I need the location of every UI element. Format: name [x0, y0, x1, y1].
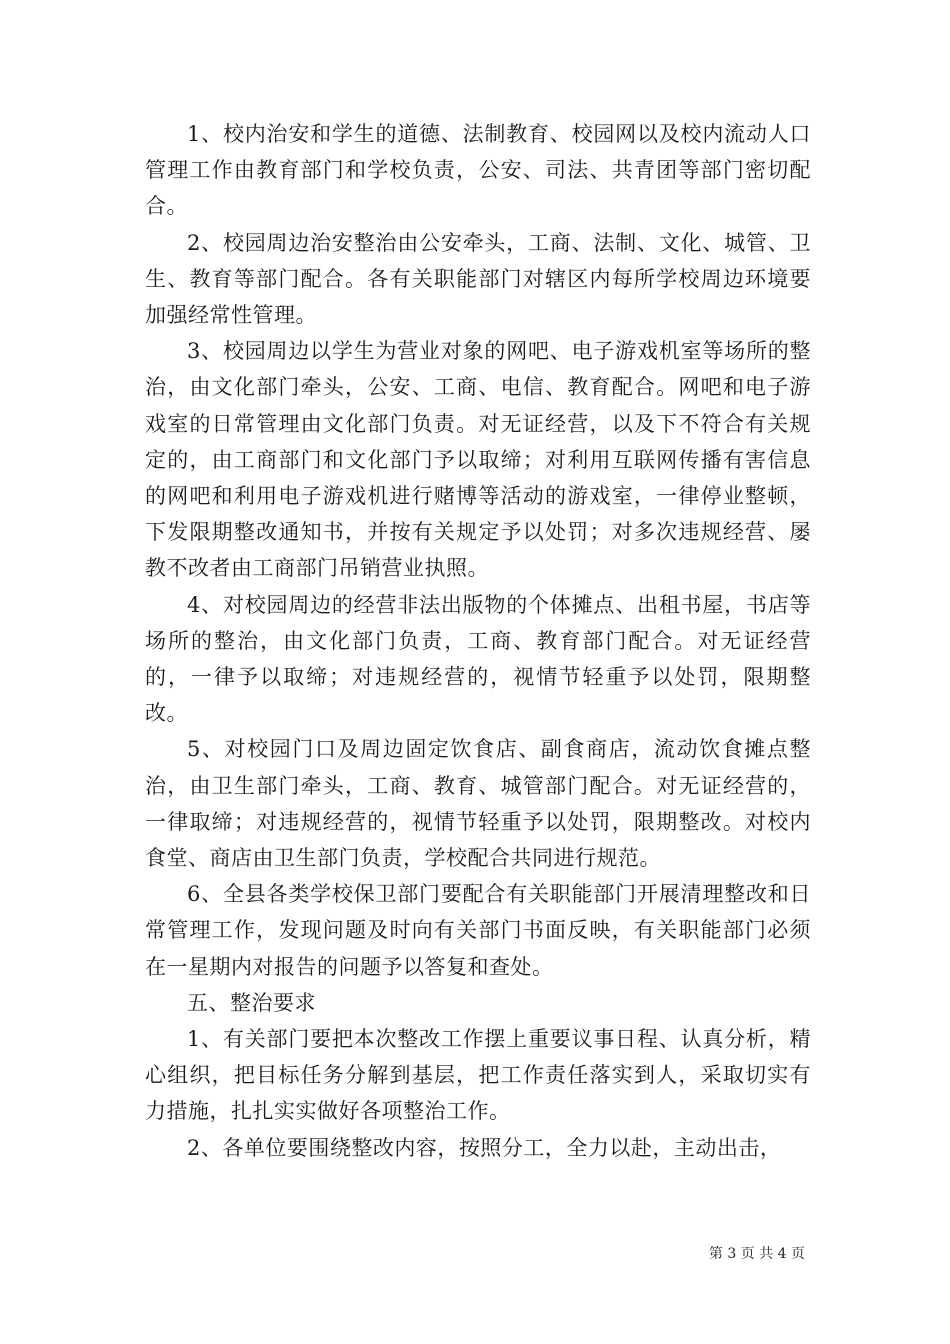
page-number: 第 3 页 共 4 页 [708, 1246, 805, 1262]
section-heading: 五、整治要求 [187, 990, 316, 1015]
paragraph: 4、对校园周边的经营非法出版物的个体摊点、出租书屋，书店等场所的整治，由文化部门负责，工商、教育部门配合。对无证经营的，一律予以取缔；对违规经营的，视情节轻重予以处罚，限期整改。 [145, 592, 811, 726]
paragraph: 2、校园周边治安整治由公安牵头，工商、法制、文化、城管、卫生、教育等部门配合。各有关职能部门对辖区内每所学校周边环境要加强经常性管理。 [145, 230, 811, 328]
paragraph: 6、全县各类学校保卫部门要配合有关职能部门开展清理整改和日常管理工作，发现问题及时向有关部门书面反映，有关职能部门必须在一星期内对报告的问题予以答复和查处。 [145, 882, 811, 979]
document-body [145, 116, 811, 1166]
paragraph: 5、对校园门口及周边固定饮食店、副食商店，流动饮食摊点整治，由卫生部门牵头，工商、教育、城管部门配合。对无证经营的，一律取缔；对违规经营的，视情节轻重予以处罚，限期整改。对校内食堂、商店由卫生部门负责，学校配合共同进行规范。 [145, 737, 811, 871]
paragraph: 1、有关部门要把本次整改工作摆上重要议事日程、认真分析，精心组织，把目标任务分解到基层，把工作责任落实到人，采取切实有力措施，扎扎实实做好各项整治工作。 [145, 1027, 811, 1124]
paragraph: 1、校内治安和学生的道德、法制教育、校园网以及校内流动人口管理工作由教育部门和学校负责，公安、司法、共青团等部门密切配合。 [145, 122, 811, 219]
paragraph: 3、校园周边以学生为营业对象的网吧、电子游戏机室等场所的整治，由文化部门牵头，公安、工商、电信、教育配合。网吧和电子游戏室的日常管理由文化部门负责。对无证经营，以及下不符合有关规定的，由工商部门和文化部门予以取缔；对利用互联网传播有害信息的网吧和利用电子游戏机进行赌博等活动的游戏室，一律停业整顿，下发限期整改通知书，并按有关规定予以处罚；对多次违规经营、屡教不改者由工商部门吊销营业执照。 [145, 339, 811, 581]
paragraph: 2、各单位要围绕整改内容，按照分工，全力以赴，主动出击， [187, 1135, 782, 1160]
